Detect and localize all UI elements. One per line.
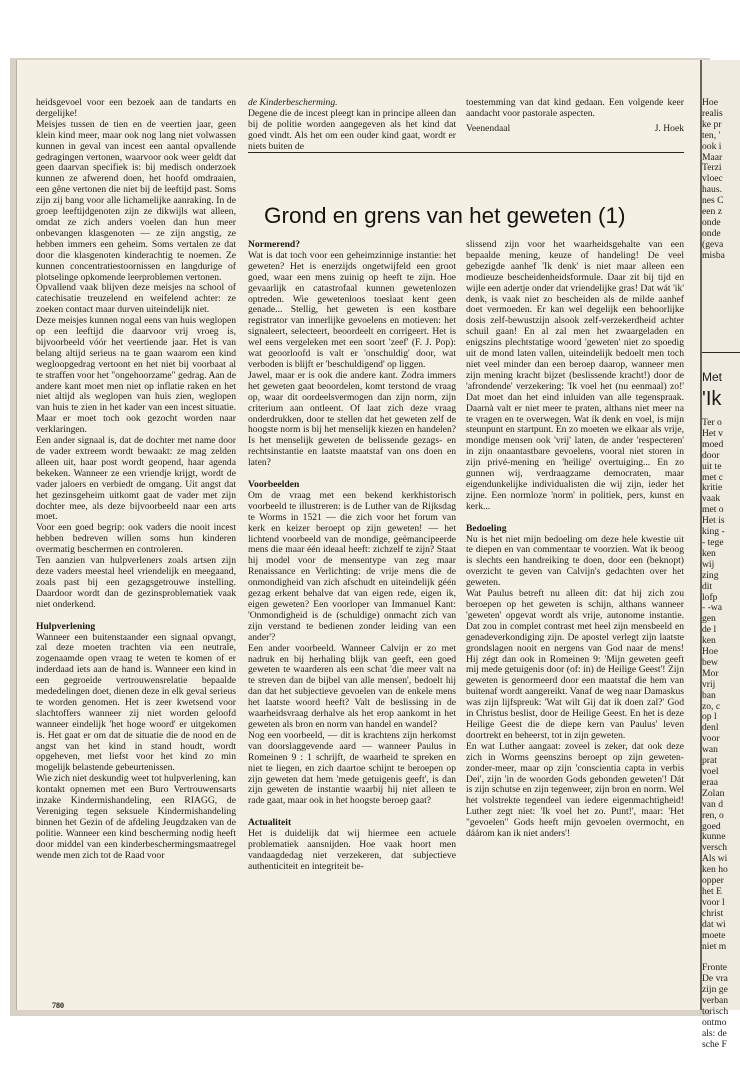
- adjacent-line: onde: [702, 227, 721, 239]
- adjacent-line: kunne: [702, 831, 726, 843]
- adjacent-line: voor: [702, 733, 720, 745]
- adjacent-line: Het is: [702, 515, 725, 527]
- section-divider: [248, 152, 684, 153]
- paragraph: Het is duidelijk dat wij hiermee een actuele problematiek aansnijden. Hoe vaak hoort men vandaagdedag niet verzekeren, dat subjectieve authenticiteit en integriteit be-: [248, 828, 456, 872]
- paragraph: Wat Paulus betreft nu alleen dit: dat hij zich zou beroepen op het geweten is schijn, althans wanneer 'geweten' opgevat wordt als vrije, autonome instantie. Dat zou in complet contrast met heel zijn mensbeeld en genadeverkondiging zijn. De apostel verlegt zijn laatste grondslagen nooit en nergens van God naar de mens! Hij zégt dan ook in Romeinen 9: 'Mijn geweten geeft mij mede getuigenis door (of: in) de Heilige Geest'! Zijn geweten is genormeerd door een maatstaf die hem van buitenaf wordt aangereikt. Vanaf de weg naar Damaskus was zijn lijfspreuk: 'Wat wilt Gij dat ik doen zal?' God in Christus beslist, door de Heilige Geest. En het is deze Heilige Geest die de diepe kern van Paulus' leven doortrekt en beheerst, tot in zijn geweten.: [466, 588, 684, 741]
- adjacent-line: Maar: [702, 151, 723, 163]
- adjacent-line: door: [702, 449, 720, 461]
- adjacent-line: als: de: [702, 1027, 727, 1039]
- paragraph: Deze meisjes kunnen nogal eens van huis weglopen op een leeftijd die daarvoor vrij vroeg is, bijvoorbeeld vóór het veertiende jaar. Het is van belang altijd serieus na te gaan waarom een kind wegloopgedrag vertoont en het niet bij voorbaat al te straffen voor het "ongehoorzame" gedrag. Aan de andere kant moet men niet op inflatie raken en het niet altijd als weglopen van huis zien, weglopen van huis te zien in het kader van een incest situatie. Maar er moet toch ook gezocht worden naar verklaringen.: [36, 315, 236, 436]
- adjacent-column-bottom: [702, 418, 738, 1051]
- adjacent-line: denl: [702, 722, 719, 734]
- section-heading-hulpverlening: Hulpverlening: [36, 620, 96, 632]
- adjacent-line: opper: [702, 875, 724, 887]
- page-number: 780: [52, 1001, 64, 1010]
- adjacent-line: op l: [702, 711, 717, 723]
- signature-line: [466, 124, 684, 135]
- adjacent-line: goed: [702, 820, 721, 832]
- adjacent-line: moete: [702, 929, 726, 941]
- paragraph: heidsgevoel voor een bezoek aan de tandarts en dergelijke!: [36, 97, 236, 119]
- signature-place: Veenendaal: [466, 122, 511, 134]
- adjacent-page: [700, 60, 740, 1050]
- adjacent-line: - tege: [702, 536, 724, 548]
- adjacent-line: christ: [702, 907, 724, 919]
- paragraph: Wie zich niet deskundig weet tot hulpverlening, kan kontakt opnemen met een Buro Vertrouwensarts inzake Kindermishandeling, een RIAGG, de Vereniging tegen seksuele Kindermishandeling binnen het Gezin of de afdeling Jeugdzaken van de politie. Wanneer een kind bescherming nodig heeft door middel van een kinderbeschermingsmaatregel wende men zich tot de Raad voor: [36, 773, 236, 861]
- column-1: [36, 98, 236, 1023]
- paragraph: En wat Luther aangaat: zoveel is zeker, dat ook deze zich in Worms geenszins beroept op zijn geweten-zonder-meer, maar op zijn 'conscientia capta in verbis Dei', zijn 'in de woorden Gods gebonden geweten'! Dát is zijn schutse en zijn tegenweer, zijn bron en norm. Wel het volstrekte tegendeel van iedere eigenmachtigheid! Luther zegt niet: 'Ik voel het zo. Punt!', maar: 'Het "gevoelen" Gods heeft mijn gevoelen overmocht, en dáárom kan ik niet anders'!: [466, 740, 684, 840]
- adjacent-line: bew: [702, 656, 718, 668]
- adjacent-line: ren, o: [702, 809, 724, 821]
- adjacent-line: ten, ': [702, 129, 721, 141]
- adjacent-line: kritie: [702, 482, 723, 494]
- adjacent-title-ik: 'Ik: [702, 388, 722, 410]
- adjacent-line: lofp: [702, 591, 718, 603]
- adjacent-line: gen: [702, 613, 716, 625]
- adjacent-line: Het v: [702, 427, 724, 439]
- paragraph: Een ander voorbeeld. Wanneer Calvijn er zo met nadruk en bij herhaling blijk van geeft, een goed geweten te waarderen als een schat 'die meer valt na te streven dan de bijbel van alle mensen', bedoelt hij dan dat het subjectieve gevoelen van de enkele mens het laatste woord heeft? Valt de beslissing in de waarheidsvraag derhalve als het erop aankomt in het geweten als bron en norm van handel en wandel?: [248, 642, 456, 730]
- adjacent-line: sche F: [702, 1038, 727, 1050]
- adjacent-line: van d: [702, 798, 724, 810]
- adjacent-line: zijn ge: [702, 984, 728, 996]
- adjacent-column-top: [702, 98, 738, 262]
- signature-author: J. Hoek: [654, 122, 684, 134]
- paragraph: toestemming van dat kind gedaan. Een volgende keer aandacht voor pastorale aspecten.: [466, 97, 684, 119]
- adjacent-line: - -wa: [702, 602, 722, 614]
- adjacent-line: een z: [702, 206, 722, 218]
- column-3-top: [466, 98, 684, 154]
- adjacent-line: ook i: [702, 140, 722, 152]
- adjacent-line: Zolan: [702, 787, 725, 799]
- italic-text: de Kinderbescherming.: [248, 97, 338, 108]
- adjacent-heading-met: Met: [702, 370, 723, 384]
- adjacent-line: nes C: [702, 195, 724, 207]
- section-heading-bedoeling: Bedoeling: [466, 522, 507, 534]
- adjacent-line: misba: [702, 249, 725, 261]
- adjacent-line: ken: [702, 547, 716, 559]
- adjacent-line: ke pr: [702, 118, 722, 130]
- adjacent-line: Fronte: [702, 962, 728, 974]
- paragraph: Wat is dat toch voor een geheimzinnige instantie: het geweten? Het is enerzijds ongetwijfeld een groot goed, waar een mens zuinig op heeft te zijn. Hoe gevaarlijk en catastrofaal kunnen gewetenlozen optreden. Wie gewetenloos toeslaat kent geen genade... Stellig, het geweten is een kostbare registrator van innerlijke gevoelens en motieven: het signaleert, selecteert, beoordeelt en corrigeert. Het is wel eens vergeleken met een soort 'zeef' (F. J. Pop): wat geoorloofd is valt er 'onschuldig' door, wat verboden is blijft er 'beschuldigend' op liggen.: [248, 249, 456, 370]
- adjacent-line: eraa: [702, 776, 718, 788]
- adjacent-line: De vra: [702, 973, 728, 985]
- paragraph: Ten aanzien van hulpverleners zoals artsen zijn deze vaders meestal heel vriendelijk en meegaand, zoals past bij een gezagsgetrouwe instelling. Daardoor wordt dan de gezinsproblematiek vaak niet onderkend.: [36, 555, 236, 610]
- paragraph: Meisjes tussen de tien en de veertien jaar, geen klein kind meer, maar ook nog lang niet volwassen kunnen in geval van incest een aantal opvallende gedragingen vertonen, waarvoor ook weer geldt dat geen daarvan specifiek is: bij medisch onderzoek kunnen ze afwerend doen, het hoofd omdraaien, een gêne vertonen die niet bij de leeftijd past. Soms zijn zij bang voor alle lichamelijke aanraking. In de groep leeftijdgenoten zijn ze dikwijls wat alleen, omdat ze zich anders voelen dan hun meer onbevangen klasgenoten — ze zijn angstig, ze hebben immers een geheim. Soms vertalen ze dat door die klasgenoten kinderachtig te noemen. Ze kunnen concentratiestoornissen en langdurige of plotselinge opkomende leerproblemen vertonen.: [36, 118, 236, 283]
- adjacent-line: met o: [702, 504, 724, 516]
- adjacent-line: Mor: [702, 667, 719, 679]
- adjacent-line: zing: [702, 569, 719, 581]
- adjacent-line: Als wi: [702, 853, 728, 865]
- adjacent-line: wij: [702, 558, 715, 570]
- adjacent-line: ken ho: [702, 864, 728, 876]
- paragraph: Om de vraag met een bekend kerkhistorisch voorbeeld te illustreren: is de Luther van de Rijksdag te Worms in 1521 — die zich voor het forum van kerk en keizer beroept op zijn geweten! — het lichtend voorbeeld van de mondige, geëmancipeerde mens die maar één ideaal heeft: zichzelf te zijn? Staat hij model voor de mensentype van zeg maar Renaissance en Verlichting: de vrije mens die de onmondigheid van zich afschudt en uiteindelijk géén gezag erkent behalve dat van eigen rede, eigen ik, eigen geweten? Een voorloper van Immanuel Kant: 'Onmondigheid is de (schuldige) onmacht zich van zijn verstand te bedienen zonder leiding van een ander'?: [248, 489, 456, 643]
- paragraph: Opvallend vaak blijven deze meisjes na school of catechisatie treuzelend en weifelend achter: ze zoeken contact maar durven uiteindelijk niet.: [36, 282, 236, 316]
- adjacent-line: zo, c: [702, 700, 721, 712]
- adjacent-line: voel: [702, 766, 719, 777]
- adjacent-line: met c: [702, 471, 724, 483]
- paragraph: Wanneer een buitenstaander een signaal opvangt, zal deze moeten trachten via een neutrale, zogenaamde open vraag te weten te komen of er inderdaad iets aan de hand is. Wanneer een kind in een gegroeide vertrouwensrelatie bepaalde mededelingen doet, dienen deze in elk geval serieus te worden genomen. Het is zeer kwetsend voor slachtoffers wanneer zij niet worden geloofd wanneer eindelijk 'het hoge woord' er uitgekomen is. Het gaat er om dat de situatie die de nood en de angst van het kind in stand houdt, wordt opgeheven, met liefst voor het kind zo min mogelijk belastende gebeurtenissen.: [36, 631, 236, 774]
- paragraph: Voor een goed begrip: ook vaders die nooit incest hebben bedreven willen soms hun kinderen overmatig beschermen en controleren.: [36, 522, 236, 556]
- paragraph: Een ander signaal is, dat de dochter met name door de vader extreem wordt bewaakt: ze mag zelden alleen uit, haar post wordt geopend, haar agenda bekeken. Wanneer ze een vriendje krijgt, wordt de vader jaloers en verbiedt de omgang. Uit angst dat het gezinsgeheim uitkomt gaat de vader met zijn dochter mee, als deze bijvoorbeeld naar een arts moet.: [36, 435, 236, 523]
- article-title: Grond en grens van het geweten (1): [264, 203, 626, 228]
- paragraph: Nog een voorbeeld, — dit is krachtens zijn herkomst van doorslaggevende aard — wanneer Paulus in Romeinen 9 : 1 schrijft, de waarheid te spreken en niet te liegen, en zich daartoe schijnt te beroepen op zijn geweten dat hem 'mede getuigenis geeft', is dan zijn geweten de instantie waarbij hij niet alleen te rade gaat, maar ook in het hoogste beroep gaat?: [248, 729, 456, 807]
- adjacent-line: versch: [702, 842, 728, 854]
- adjacent-line: torisch: [702, 1005, 729, 1017]
- column-2: [248, 240, 456, 975]
- paragraph: slissend zijn voor het waarheidsgehalte van een bepaalde mening, keuze of handeling! De veel gebezigde aanhef 'Ik denk' is niet maar alleen een modieuze bescheidenheidsformule. Daar zit bij tijd en wijle een adertje onder dat vriendelijke gras! Dat wát 'ik' denk, is vaak niet zo bescheiden als de milde aanhef doet vermoeden. Er kan wel degelijk een behoorlijke dosis zelf-bewustzijn alsook zelf-verzekerdheid achter schuil gaan! En al zal men het zwaargeladen en enigszins plechtstatige woord 'geweten' niet zo spoedig uit de mond laten vallen, uiteindelijk bedoelt men toch niet veel minder dan een beroep daarop, wanneer men zijn mening kracht bijzet (beslissende kracht!) door de 'afrondende' verzekering: 'Ik voel het (nu eenmaal) zo!' Dat moet dan het eind inluiden van alle tegenspraak. Daarnà valt er niet meer te praten, althans niet meer na te vragen en te overwegen. Wat ík denk en voel, is mijn steunpunt en startpunt. En zo moeten we elkaar als vrije, mondige mensen ook 'vrij' laten, de ander 'respecteren' in zijn onaantastbare gevoelens, vooral niet storen in zijn privé-mening en 'heilige' overtuiging... En zo gunnen wij, verdraagzame democraten, maar eigendunkelijke individualisten die wij zijn, ieder het zijne. Een normloze 'norm' in politiek, pers, kunst en kerk...: [466, 239, 684, 512]
- adjacent-divider: [702, 352, 740, 353]
- column-2-top: [248, 98, 456, 154]
- adjacent-line: ban: [702, 689, 716, 701]
- section-heading-voorbeelden: Voorbeelden: [248, 479, 300, 491]
- adjacent-line: onde: [702, 216, 721, 228]
- adjacent-line: dit: [702, 580, 713, 592]
- adjacent-line: haus.: [702, 184, 722, 196]
- section-heading-actualiteit: Actualiteit: [248, 817, 292, 829]
- adjacent-line: prat: [702, 755, 717, 767]
- adjacent-line: verban: [702, 995, 729, 1007]
- adjacent-line: moed: [702, 438, 724, 450]
- column-3: [466, 240, 684, 1000]
- adjacent-line: (geva: [702, 238, 724, 250]
- adjacent-line: Ter o: [702, 417, 722, 428]
- adjacent-line: vloec: [702, 173, 723, 185]
- adjacent-line: wan: [702, 744, 718, 756]
- adjacent-line: uit te: [702, 460, 722, 472]
- adjacent-line: Terzi: [702, 162, 722, 174]
- adjacent-line: dat wi: [702, 918, 726, 930]
- adjacent-line: vaak: [702, 493, 721, 505]
- adjacent-line: niet m: [702, 940, 727, 952]
- section-heading-normerend: Normerend?: [248, 239, 301, 250]
- adjacent-line: het E: [702, 885, 722, 897]
- adjacent-line: vrij: [702, 678, 716, 690]
- paragraph: Jawel, maar er is ook die andere kant. Zodra immers het geweten gaat beoordelen, komt terstond de vraag op, waar dit oordeelsvermogen dan zijn norm, zijn criterium aan ontleent. Of laat zich deze vraag onderdrukken, door te stellen dat het geweten zelf de hoogste norm is bij het menselijk kiezen en handelen? Is het menselijk geweten de belissende gezags- en rechtsinstantie en laatste maatstaf van ons doen en laten?: [248, 369, 456, 469]
- adjacent-line: realis: [702, 107, 723, 119]
- adjacent-line: voor l: [702, 896, 725, 908]
- paragraph: Degene die de incest pleegt kan in principe alleen dan bij de politie worden aangegeven als het kind dat goed vindt. Als het om een ouder kind gaat, wordt er niets buiten de: [248, 107, 456, 152]
- paragraph: Nu is het niet mijn bedoeling om deze hele kwestie uit te diepen en van commentaar te voorzien. Wat ik beoog is slechts een handreiking te doen, door een (beknopt) overzicht te geven van Calvijn's gedachten over het geweten.: [466, 533, 684, 589]
- adjacent-line: Hoe: [702, 646, 718, 658]
- adjacent-line: Hoe: [702, 97, 718, 108]
- adjacent-line: ken: [702, 635, 716, 647]
- adjacent-line: de l: [702, 624, 717, 636]
- adjacent-line: ontmo: [702, 1016, 727, 1028]
- adjacent-line: king -: [702, 526, 725, 538]
